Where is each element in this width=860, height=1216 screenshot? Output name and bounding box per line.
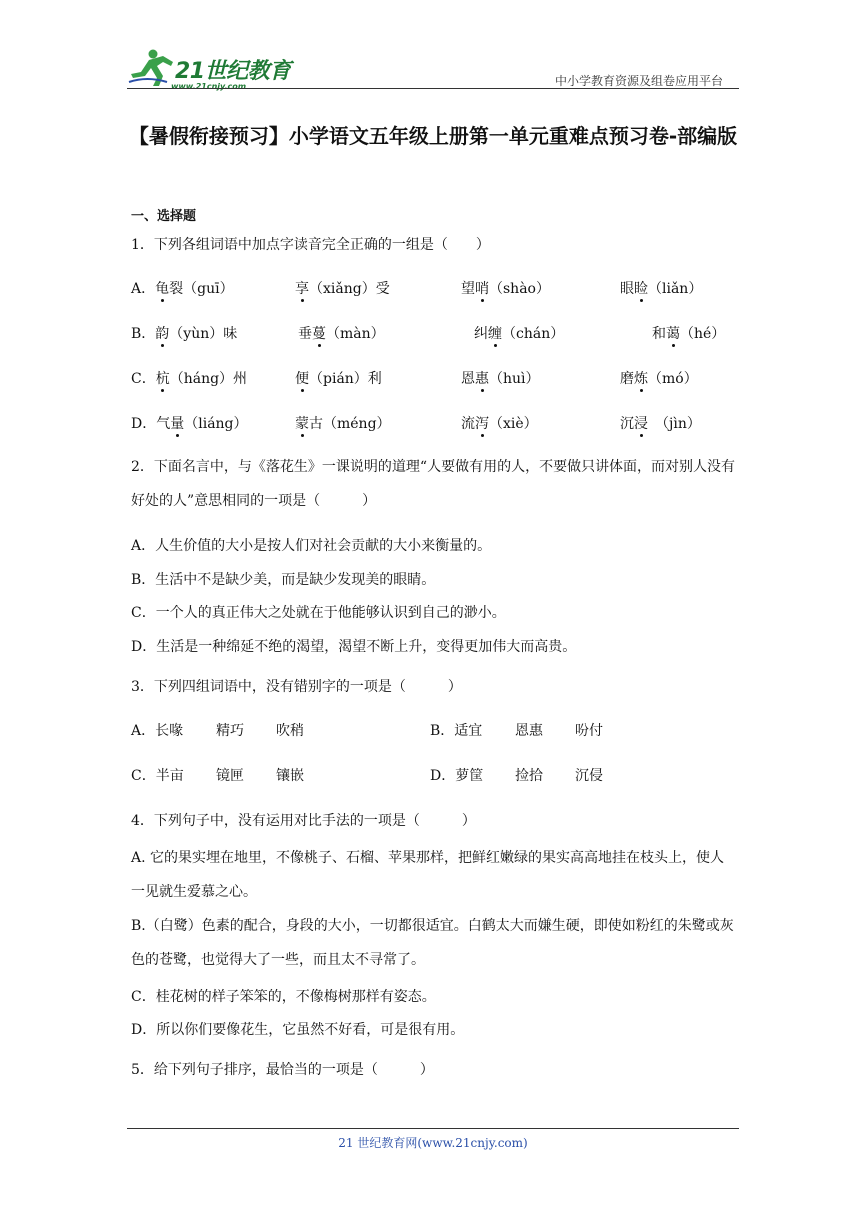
question-1-option-b-item-2: 垂蔓（màn） [298, 323, 385, 343]
question-1-option-a-item-4: 眼睑（liǎn） [620, 278, 702, 298]
footer-divider [127, 1128, 739, 1129]
question-2-option-d: D．生活是一种绵延不绝的渴望，渴望不断上升，变得更加伟大而高贵。 [131, 639, 577, 655]
question-3-option-c-word1: C．半亩 [131, 768, 184, 784]
question-3-option-c-word3: 镶嵌 [276, 768, 304, 784]
question-1-option-b-item-1: B．韵（yùn）味 [131, 323, 237, 343]
question-3-option-a-word3: 吹稍 [276, 723, 304, 739]
question-3-option-b-word2: 恩惠 [515, 723, 543, 739]
question-2-option-a: A．人生价值的大小是按人们对社会贡献的大小来衡量的。 [131, 538, 492, 554]
question-3-option-d-word1: D．萝筐 [430, 768, 484, 784]
dotted-character: 蔓 [312, 323, 326, 343]
question-1-option-c-item-4: 磨炼（mó） [620, 368, 698, 388]
logo-text: 21世纪教育 [175, 59, 291, 84]
question-1-option-a-item-1: A．龟裂（guī） [131, 278, 234, 298]
dotted-character: 龟 [155, 278, 169, 298]
document-title: 【暑假衔接预习】小学语文五年级上册第一单元重难点预习卷-部编版 [128, 124, 738, 148]
question-4-stem: 4．下列句子中，没有运用对比手法的一项是（ ） [131, 813, 476, 829]
logo-url: www.21cnjy.com [171, 82, 247, 91]
dotted-character: 哨 [475, 278, 489, 298]
question-2-option-c: C．一个人的真正伟大之处就在于他能够认识到自己的渺小。 [131, 605, 506, 621]
question-1-option-a-item-2: 享（xiǎng）受 [295, 278, 390, 298]
question-3-option-a-word2: 精巧 [216, 723, 244, 739]
footer-text: 21 世纪教育网(www.21cnjy.com) [338, 1136, 528, 1150]
question-1-stem: 1．下列各组词语中加点字读音完全正确的一组是（ ） [131, 237, 490, 253]
dotted-character: 炼 [634, 368, 648, 388]
dotted-character: 享 [295, 278, 309, 298]
dotted-character: 量 [170, 413, 184, 433]
question-1-option-d-item-2: 蒙古（méng） [295, 413, 391, 433]
question-3-option-b-word1: B．适宜 [430, 723, 483, 739]
question-1-option-a-item-3: 望哨（shào） [461, 278, 550, 298]
question-1-option-b-item-3: 纠缠（chán） [474, 323, 564, 343]
question-1-option-c-item-3: 恩惠（huì） [461, 368, 540, 388]
dotted-character: 泻 [475, 413, 489, 433]
dotted-character: 杭 [156, 368, 170, 388]
question-1-option-c-item-2: 便（pián）利 [295, 368, 382, 388]
question-4-option-c: C．桂花树的样子笨笨的，不像梅树那样有姿态。 [131, 989, 436, 1005]
question-1-option-d-item-4: 沉浸 （jìn） [620, 413, 701, 433]
platform-label: 中小学教育资源及组卷应用平台 [554, 74, 723, 88]
question-3-option-a-word1: A．长喙 [131, 723, 184, 739]
dotted-character: 韵 [155, 323, 169, 343]
question-1-option-b-item-4: 和蔼（hé） [652, 323, 725, 343]
page-header [127, 40, 739, 90]
question-1-option-c-item-1: C．杭（háng）州 [131, 368, 247, 388]
dotted-character: 惠 [475, 368, 489, 388]
dotted-character: 便 [295, 368, 309, 388]
dotted-character: 蔼 [666, 323, 680, 343]
runner-logo-icon [127, 48, 175, 88]
question-4-option-a: A. 它的果实埋在地里，不像桃子、石榴、苹果那样，把鲜红嫩绿的果实高高地挂在枝头上，使人一见就生爱慕之心。 [131, 850, 725, 900]
question-2-stem: 2．下面名言中，与《落花生》一课说明的道理“人要做有用的人，不要做只讲体面，而对别人没有好处的人”意思相同的一项是（ ） [131, 459, 736, 509]
dotted-character: 浸 [634, 413, 648, 433]
question-2-option-b: B．生活中不是缺少美，而是缺少发现美的眼睛。 [131, 572, 436, 588]
dotted-character: 蒙 [295, 413, 309, 433]
question-1-option-d-item-3: 流泻（xiè） [461, 413, 538, 433]
question-3-option-b-word3: 吩付 [575, 723, 603, 739]
question-3-stem: 3．下列四组词语中，没有错别字的一项是（ ） [131, 679, 462, 695]
section-heading: 一、选择题 [131, 209, 197, 224]
question-4-option-d: D．所以你们要像花生，它虽然不好看，可是很有用。 [131, 1022, 465, 1038]
question-3-option-c-word2: 镜匣 [216, 768, 244, 784]
header-divider [127, 88, 739, 89]
question-4-option-b: B.（白鹭）色素的配合，身段的大小，一切都很适宜。白鹤太大而嫌生硬，即使如粉红的朱鹭或灰色的苍鹭，也觉得大了一些，而且太不寻常了。 [131, 918, 734, 968]
question-3-option-d-word3: 沉侵 [575, 768, 603, 784]
question-1-option-d-item-1: D．气量（liáng） [131, 413, 248, 433]
dotted-character: 睑 [634, 278, 648, 298]
question-3-option-d-word2: 捡拾 [515, 768, 543, 784]
dotted-character: 缠 [488, 323, 502, 343]
question-5-stem: 5．给下列句子排序，最恰当的一项是（ ） [131, 1062, 434, 1078]
